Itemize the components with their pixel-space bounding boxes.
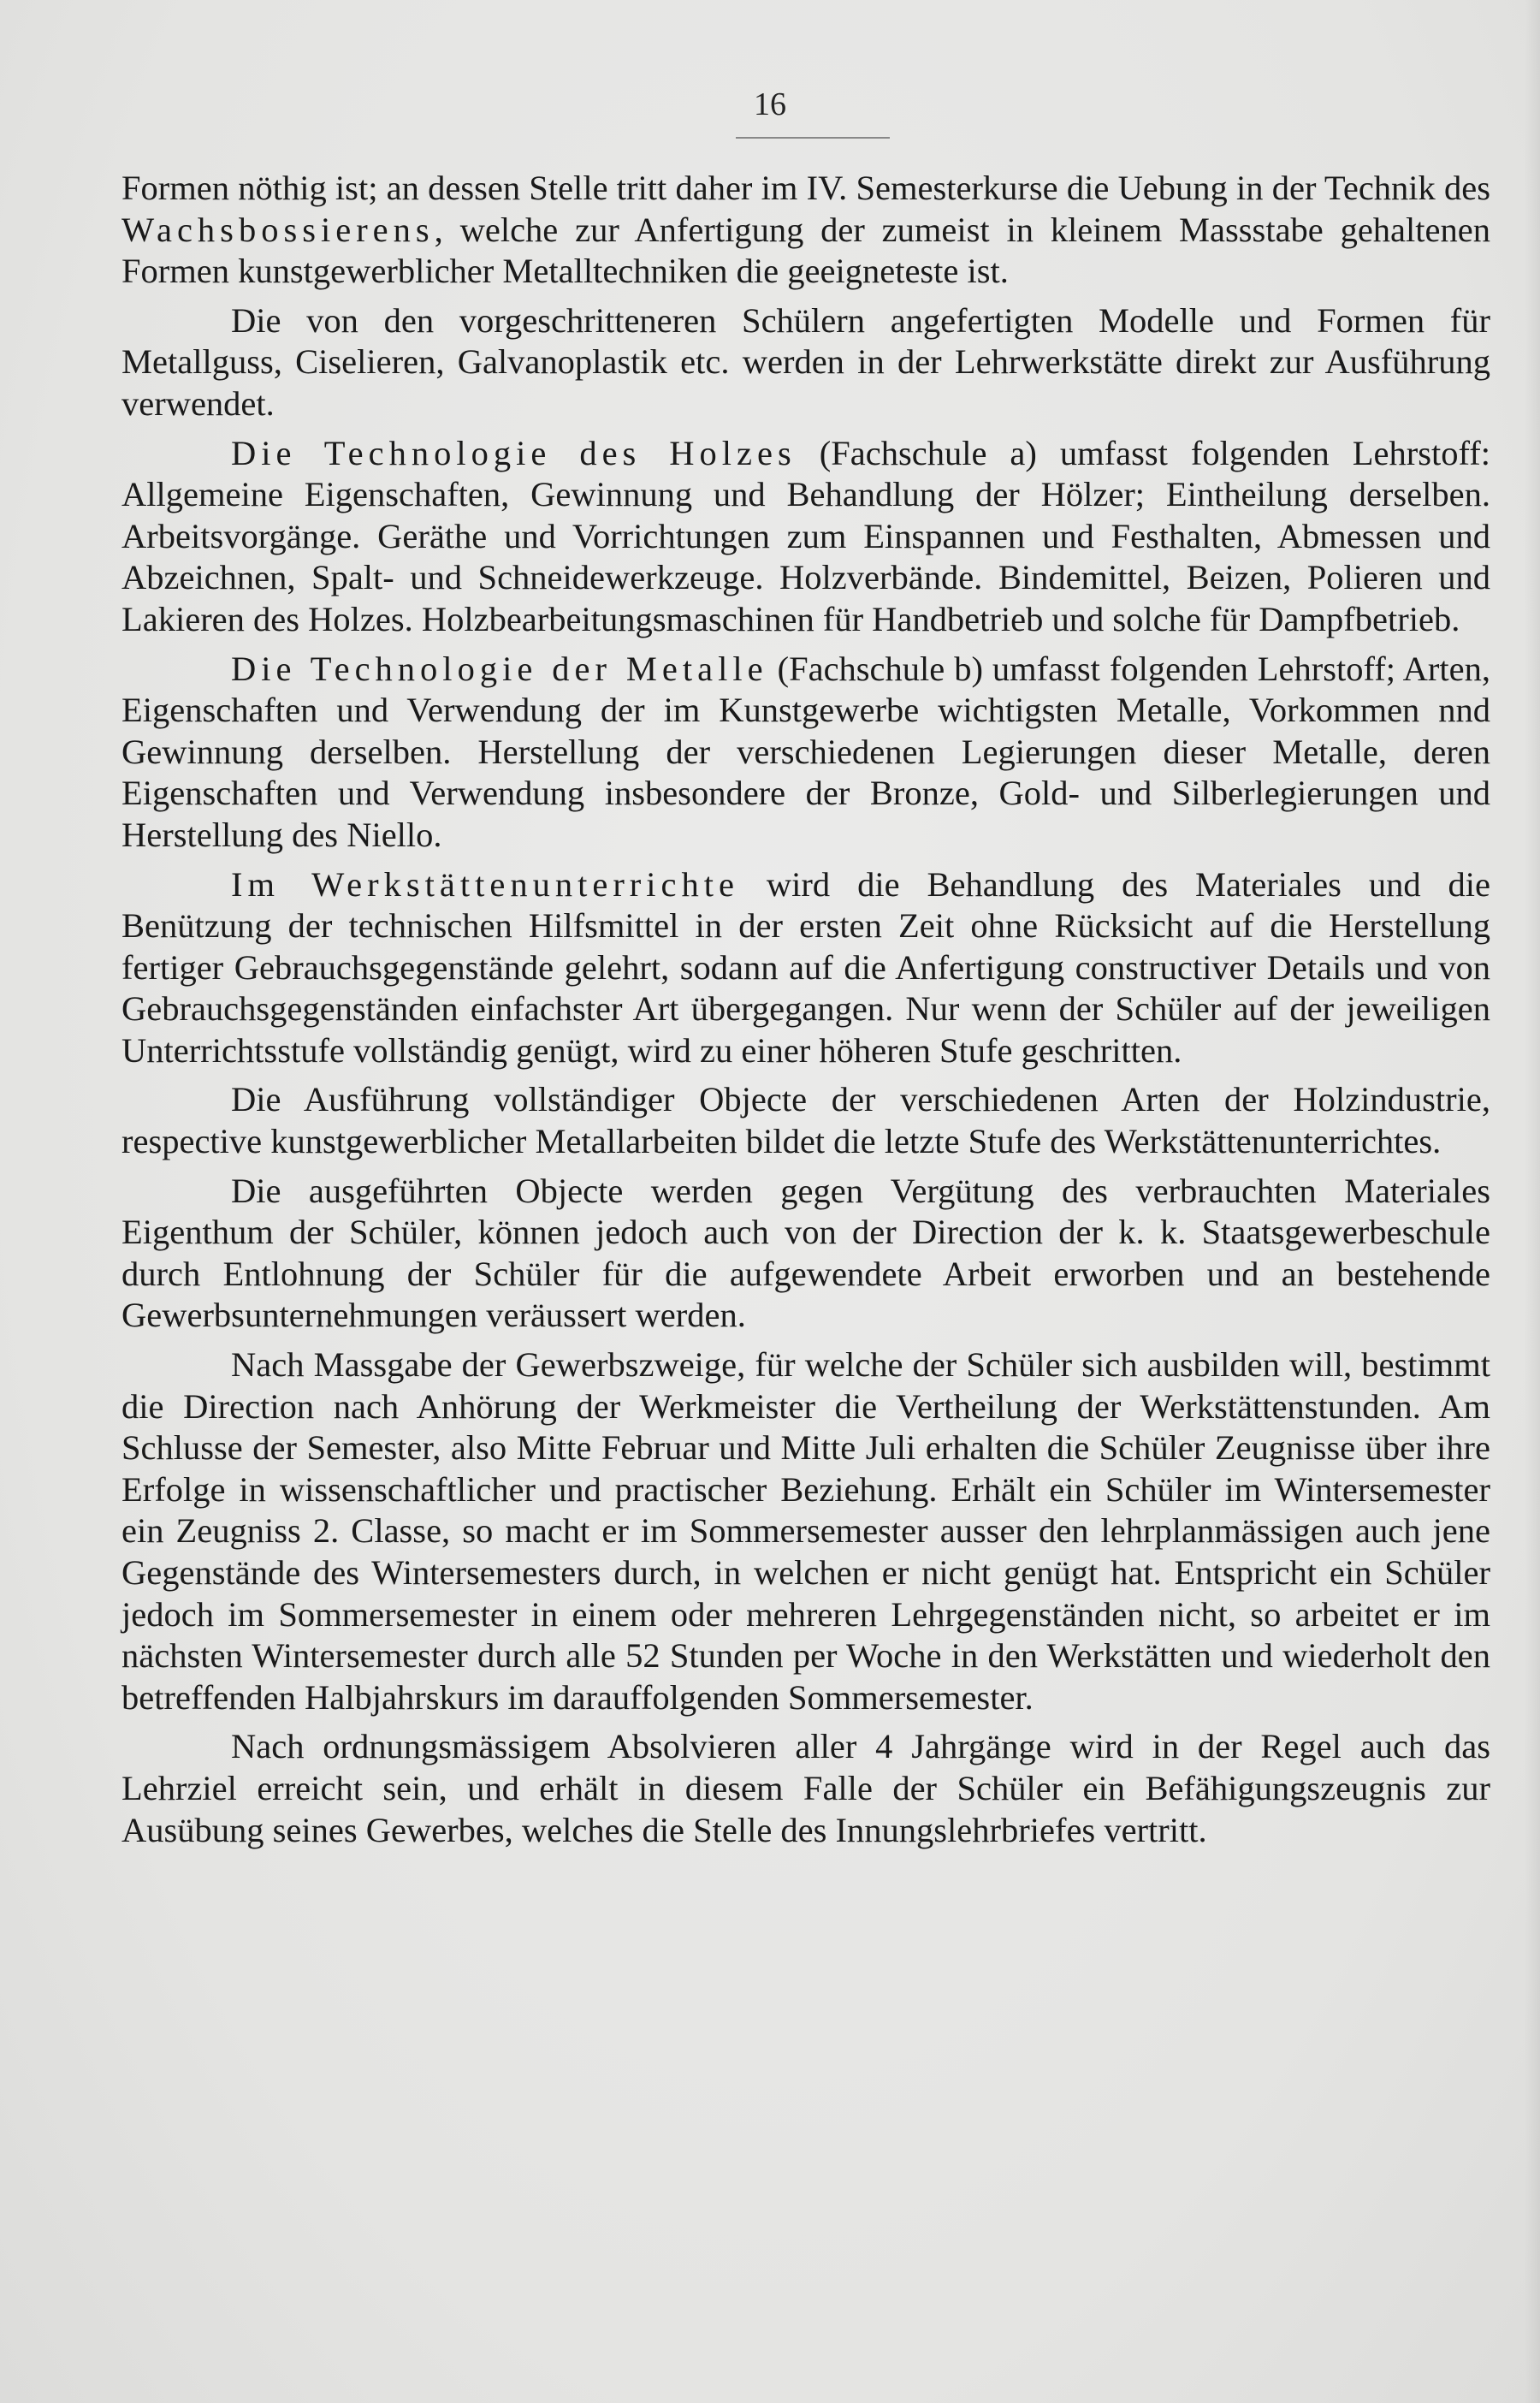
paragraph: [121, 300, 1490, 425]
spaced-term: Die Technologie der Metalle: [231, 649, 768, 688]
spaced-term: Wachsbossierens: [121, 210, 435, 249]
page-number: 16: [754, 86, 786, 122]
body-text: [121, 168, 1490, 1859]
text-run: Die ausgeführten Objecte werden gegen Vergütung des verbrauchten Materiales Eigenthum der Schüler, können jedoch auch von der Direction der k. k. Staatsgewerbeschule durch Entlohnung der Schüler für die aufgewendete Arbeit erworben und an bestehende Gewerbsunternehmungen veräussert werden.: [121, 1171, 1490, 1335]
paragraph: [121, 1726, 1490, 1851]
paragraph: [121, 649, 1490, 857]
header-rule: [736, 137, 890, 139]
spaced-term: Im Werkstättenunterrichte: [231, 864, 739, 904]
paragraph: [121, 433, 1490, 641]
paragraph: [121, 864, 1490, 1072]
text-run: Nach Massgabe der Gewerbszweige, für welche der Schüler sich ausbilden will, bestimmt die Direction nach Anhörung der Werkmeister die Vertheilung der Werkstättenstunden. Am Schlusse der Semester, also Mitte Februar und Mitte Juli erhalten die Schüler Zeugnisse über ihre Erfolge in wissenschaftlicher und practischer Beziehung. Erhält ein Schüler im Wintersemester ein Zeugniss 2. Classe, so macht er im Sommersemester ausser den lehrplanmässigen auch jene Gegenstände des Wintersemesters durch, in welchen er nicht genügt hat. Entspricht ein Schüler jedoch im Sommersemester in einem oder mehreren Lehrgegenständen nicht, so arbeitet er im nächsten Wintersemester durch alle 52 Stunden per Woche in den Werkstätten und wiederholt den betreffenden Halbjahrskurs im darauffolgenden Sommersemester.: [121, 1345, 1490, 1717]
paragraph: [121, 168, 1490, 293]
text-run: Formen nöthig ist; an dessen Stelle tritt daher im IV. Semesterkurse die Uebung in der Technik des: [121, 169, 1490, 207]
page-edge-shadow: [1525, 0, 1540, 2403]
text-run: wird die Behandlung des Materiales und die Benützung der technischen Hilfsmittel in der ersten Zeit ohne Rücksicht auf die Herstellung fertiger Gebrauchsgegenstände gelehrt, sodann auf die Anfertigung constructiver Details und von Gebrauchsgegenständen einfachster Art übergegangen. Nur wenn der Schüler auf der jeweiligen Unterrichtsstufe vollständig genügt, wird zu einer höheren Stufe geschritten.: [121, 864, 1490, 1070]
paragraph: [121, 1171, 1490, 1337]
spaced-term: Die Technologie des Holzes: [231, 433, 797, 472]
text-run: (Fachschule a) umfasst folgenden Lehrstoff: Allgemeine Eigenschaften, Gewinnung und Behandlung der Hölzer; Eintheilung derselben. Arbeitsvorgänge. Geräthe und Vorrichtungen zum Einspannen und Festhalten, Abmessen und Abzeichnen, Spalt- und Schneidewerkzeuge. Holzverbände. Bindemittel, Beizen, Polieren und Lakieren des Holzes. Holzbearbeitungsmaschinen für Handbetrieb und solche für Dampfbetrieb.: [121, 433, 1490, 638]
text-run: Nach ordnungsmässigem Absolvieren aller 4 Jahrgänge wird in der Regel auch das Lehrziel erreicht sein, und erhält in diesem Falle der Schüler ein Befähigungszeugnis zur Ausübung seines Gewerbes, welches die Stelle des Innungslehrbriefes vertritt.: [121, 1727, 1490, 1849]
text-run: Die Ausführung vollständiger Objecte der verschiedenen Arten der Holzindustrie, respective kunstgewerblicher Metallarbeiten bildet die letzte Stufe des Werkstättenunterrichtes.: [121, 1080, 1490, 1161]
text-run: Die von den vorgeschritteneren Schülern angefertigten Modelle und Formen für Metallguss, Ciselieren, Galvanoplastik etc. werden in der Lehrwerkstätte direkt zur Ausführung verwendet.: [121, 300, 1490, 423]
paragraph: [121, 1344, 1490, 1718]
paragraph: [121, 1079, 1490, 1162]
text-run: (Fachschule b) umfasst folgenden Lehrstoff; Arten, Eigenschaften und Verwendung der im Kunstgewerbe wichtigsten Metalle, Vorkommen nnd Gewinnung derselben. Herstellung der verschiedenen Legierungen dieser Metalle, deren Eigenschaften und Verwendung insbesondere der Bronze, Gold- und Silberlegierungen und Herstellung des Niello.: [121, 649, 1491, 854]
text-run: , welche zur Anfertigung der zumeist in kleinem Massstabe gehaltenen Formen kunstgewerblicher Metalltechniken die geeigneteste ist.: [121, 210, 1490, 291]
